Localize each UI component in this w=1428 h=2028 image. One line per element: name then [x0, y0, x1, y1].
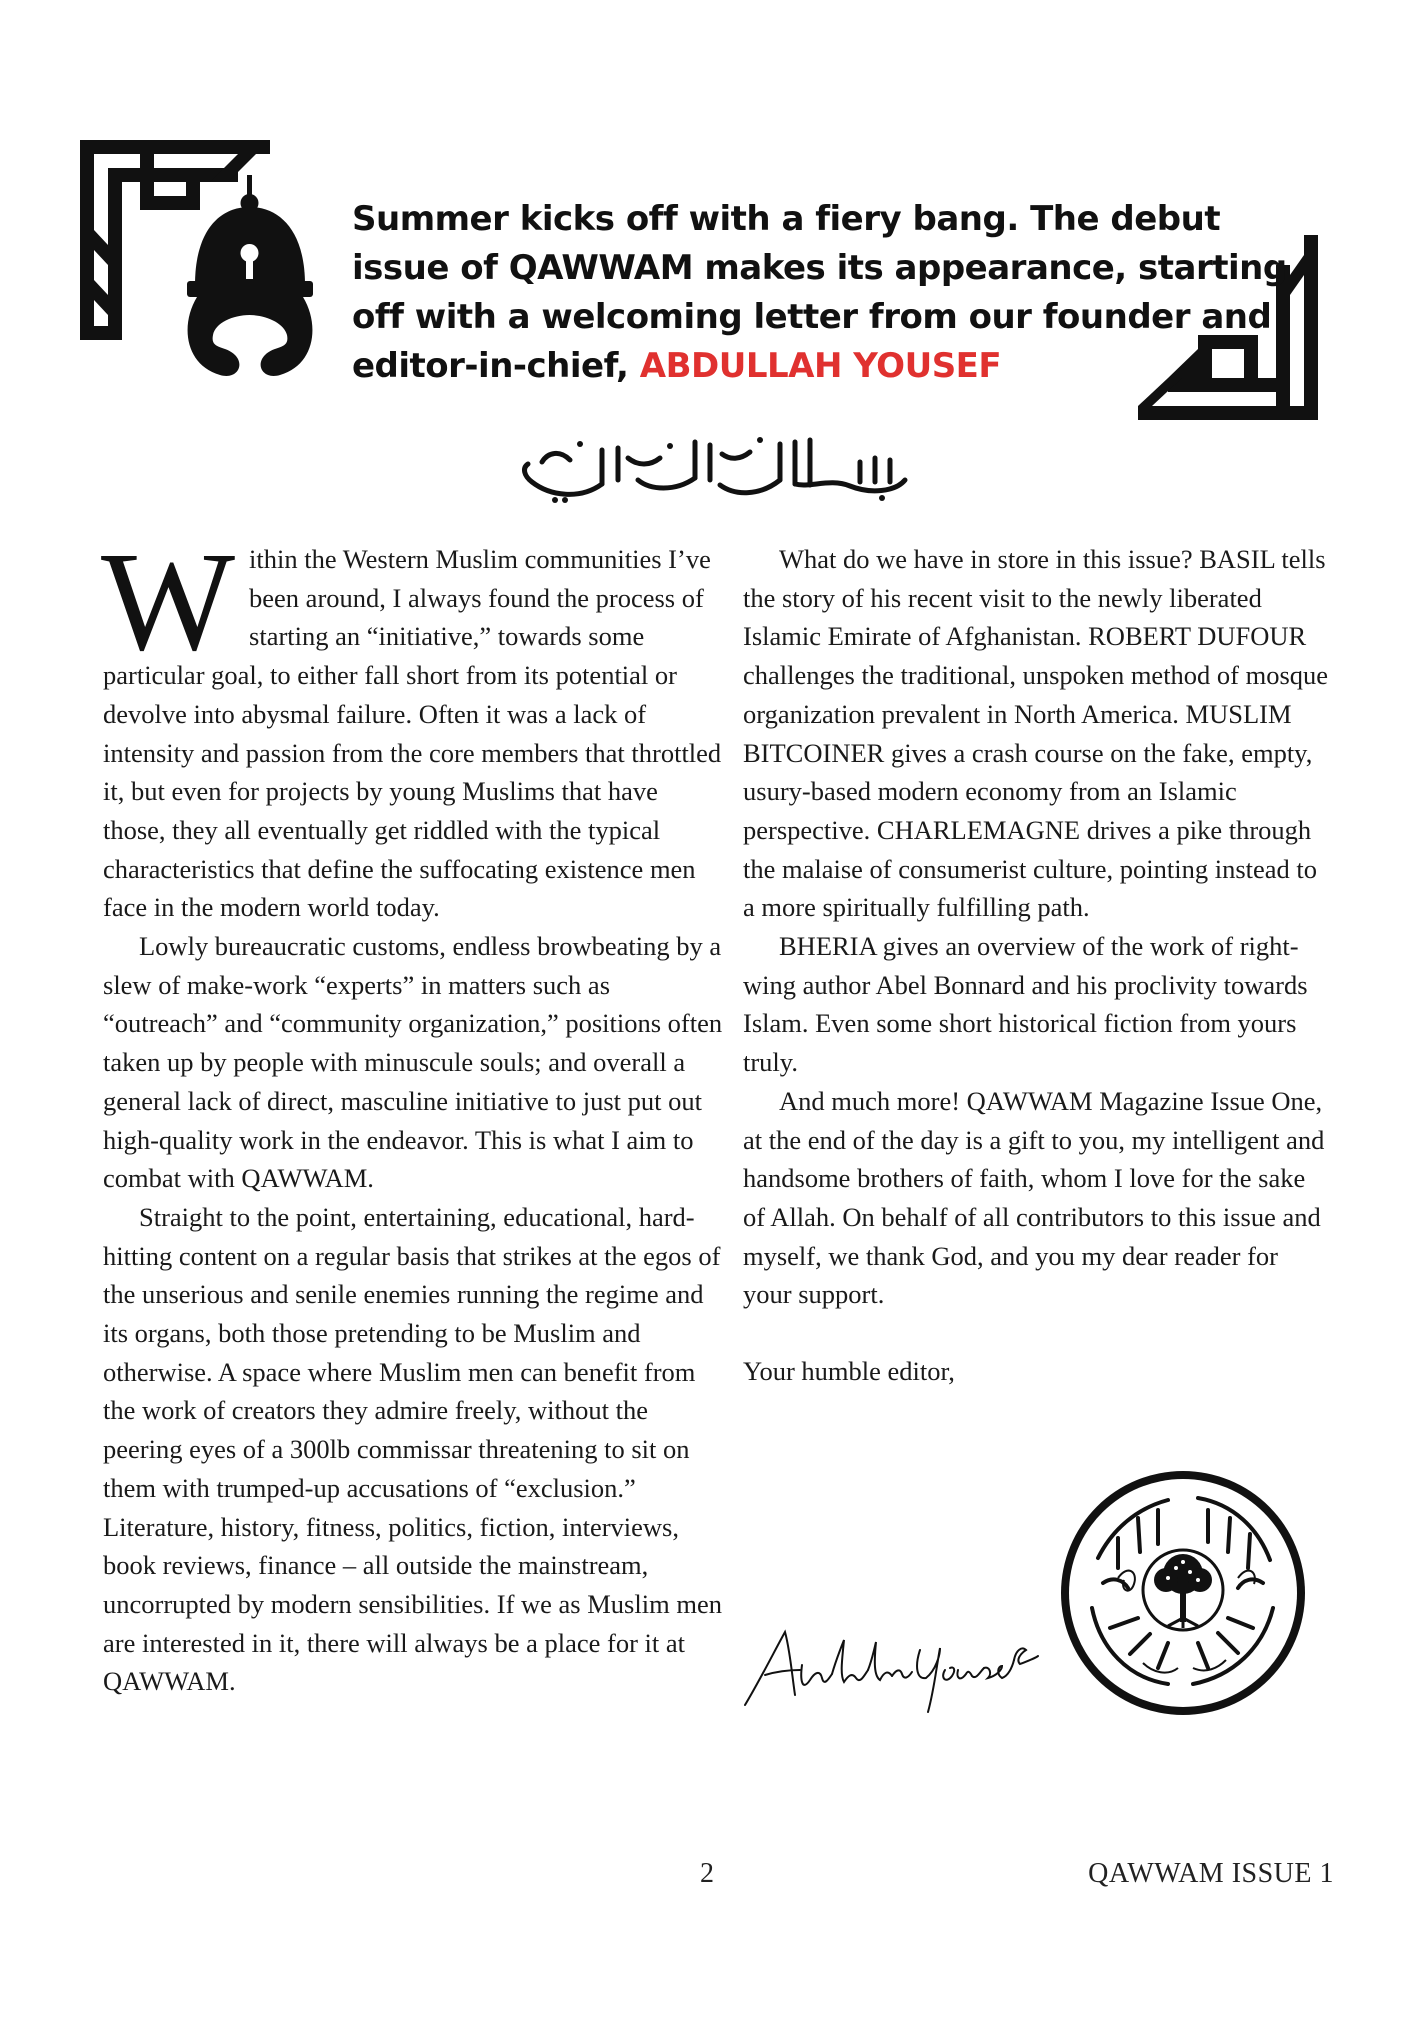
- calligraphy-seal-with-tree: [1058, 1468, 1308, 1718]
- basmala-calligraphy: [510, 430, 920, 505]
- drop-cap: W: [101, 522, 236, 680]
- issue-label: QAWWAM ISSUE 1: [1088, 1858, 1334, 1889]
- letter-column-right: [743, 540, 1333, 1391]
- editor-name-highlight: ABDULLAH YOUSEF: [639, 346, 1002, 386]
- letter-paragraph: And much more! QAWWAM Magazine Issue One, at the end of the day is a gift to you, my intelligent and handsome brothers of faith, whom I love for the sake of Allah. On behalf of all contributors to this issue and myself, we thank God, and you my dear reader for your support.: [743, 1085, 1325, 1310]
- letter-paragraph-text: ithin the Western Muslim communities I’ve been around, I always found the process of starting an “initiative,” towards some particular goal, to either fall short from its potential or devolve into abysmal failure. Often it was a lack of intensity and passion from the core members that throttled it, but even for projects by young Muslims that have those, they all eventually get riddled with the typical characteristics that define the suffocating existence men face in the modern world today.: [103, 544, 722, 923]
- header-intro-text: Summer kicks off with a fiery bang. The debut issue of QAWWAM makes its appearance, starting off with a welcoming letter from our founder and editor-in-chief,: [352, 199, 1287, 386]
- letter-paragraph: Straight to the point, entertaining, educational, hard-hitting content on a regular basis that strikes at the egos of the unserious and senile enemies running the regime and its organs, both those pretending to be Muslim and otherwise. A space where Muslim men can benefit from the work of creators they admire freely, without the peering eyes of a 300lb commissar threatening to sit on them with trumped-up accusations of “exclusion.” Literature, history, fitness, politics, fiction, interviews, book reviews, finance – all outside the mainstream, uncorrupted by modern sensibilities. If we as Muslim men are interested in it, there will always be a place for it at QAWWAM.: [103, 1201, 722, 1697]
- letter-paragraph: Lowly bureaucratic customs, endless browbeating by a slew of make-work “experts” in matters such as “outreach” and “community organization,” positions often taken up by people with minuscule souls; and overall a general lack of direct, masculine initiative to just put out high-quality work in the endeavor. This is what I aim to combat with QAWWAM.: [103, 931, 723, 1194]
- page-number: 2: [700, 1858, 714, 1889]
- handwritten-signature: [740, 1620, 1040, 1720]
- letter-paragraph: [101, 522, 723, 927]
- letter-paragraph: What do we have in store in this issue? BASIL tells the story of his recent visit to the newly liberated Islamic Emirate of Afghanistan. ROBERT DUFOUR challenges the traditional, unspoken method of mosque organization prevalent in North America. MUSLIM BITCOINER gives a crash course on the fake, empty, usury-based modern economy from an Islamic perspective. CHARLEMAGNE drives a pike through the malaise of consumerist culture, pointing instead to a more spiritually fulfilling path.: [743, 544, 1329, 923]
- header-intro: [352, 195, 1312, 391]
- letter-paragraph: BHERIA gives an overview of the work of right-wing author Abel Bonnard and his proclivity towards Islam. Even some short historical fiction from yours truly.: [743, 931, 1308, 1078]
- sign-off: Your humble editor,: [743, 1356, 955, 1387]
- helmet-emblem-icon: [175, 175, 325, 390]
- letter-column-left: [101, 522, 723, 1701]
